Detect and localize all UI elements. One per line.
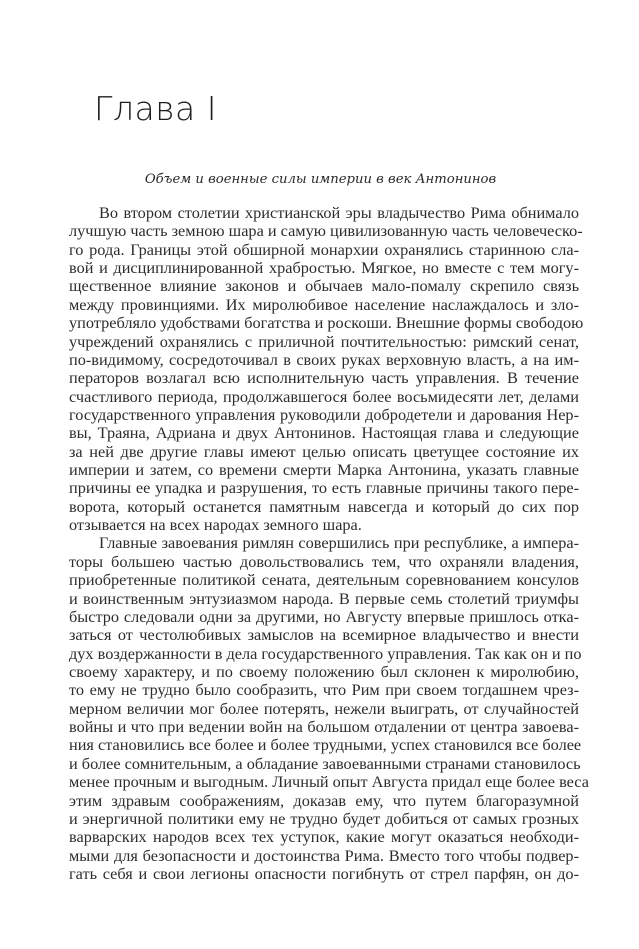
text-line: дух воздержанности в дела государственного управления. Так как он и по — [69, 643, 582, 663]
text-line: и энергичной политики ему не трудно будет добиться от самых грозных — [69, 808, 579, 828]
text-line: щественное влияние законов и обычаев мало-помалу скрепило связь — [69, 276, 579, 296]
text-line: го рода. Границы этой обширной монархии охранялись старинною сла- — [69, 239, 579, 259]
text-line: отзывается на всех народах земного шара. — [69, 515, 362, 535]
text-line: ворота, который останется памятным навсегда и который до сих пор — [69, 496, 579, 516]
paragraph-2 — [69, 533, 589, 883]
chapter-subtitle: Объем и военные силы империи в век Антонинов — [144, 172, 497, 187]
text-line: и воинственным энтузиазмом народа. В первые семь столетий триумфы — [69, 588, 579, 608]
text-line: торы большею частью довольствовались тем, что охраняли владения, — [69, 551, 579, 571]
text-line: варварских народов всех тех уступок, какие могут оказаться необходи- — [69, 827, 579, 847]
text-line: войны и что при ведении войн на большом отдалении от центра завоева- — [69, 717, 579, 737]
text-line: причины ее упадка и разрушения, то есть главные причины такого пере- — [69, 478, 579, 498]
text-line: быстро следовали одни за другими, но Августу впервые пришлось отка- — [69, 606, 579, 626]
text-line: ния становились все более и более трудными, успех становился все более — [69, 735, 582, 755]
text-line: мерном величии мог более потерять, нежели выиграть, от случайностей — [69, 698, 579, 718]
text-line: приобретенные политикой сената, деятельным соревнованием консулов — [69, 570, 579, 590]
text-line: лучшую часть земною шара и самую цивилизованную часть человеческо- — [69, 221, 583, 241]
text-line: заться от честолюбивых замыслов на всемирное владычество и внести — [69, 625, 579, 645]
text-line: за ней две другие главы имеют целью описать цветущее состояние их — [69, 441, 579, 461]
text-line: империи и затем, со времени смерти Марка Антонина, указать главные — [69, 460, 579, 480]
text-line: ператоров возлагал всю исполнительную часть управления. В течение — [69, 368, 579, 388]
text-line: вой и дисциплинированной храбростью. Мягкое, но вместе с тем могу- — [69, 258, 579, 278]
text-line: этим здравым соображениям, доказав ему, что путем благоразумной — [69, 790, 579, 810]
chapter-title: Глава I — [94, 89, 217, 128]
text-line: мыми для безопасности и достоинства Рима. Вместо того чтобы подвер- — [69, 845, 579, 865]
text-line: употребляло удобствами богатства и роскоши. Внешние формы свободою — [69, 313, 584, 333]
text-line: своему характеру, и по своему положению был склонен к миролюбию, — [69, 661, 579, 681]
paragraph-1 — [69, 203, 584, 535]
text-line: менее прочным и выгодным. Личный опыт Августа придал еще более веса — [69, 772, 589, 792]
text-line: гать себя и свои легионы опасности погибнуть от стрел парфян, он до- — [69, 863, 579, 883]
body-text — [69, 203, 589, 883]
text-line: между провинциями. Их миролюбивое население наслаждалось и зло- — [69, 294, 579, 314]
text-line: учреждений охранялись с приличной почтительностью: римский сенат, — [69, 331, 579, 351]
text-line: Во втором столетии христианской эры владычество Рима обнимало — [99, 203, 579, 222]
text-line: счастливого периода, продолжавшегося более восьмидесяти лет, делами — [69, 386, 579, 406]
text-line: вы, Траяна, Адриана и двух Антонинов. Настоящая глава и следующие — [69, 423, 579, 443]
text-line: и более сомнительным, а обладание завоеванными странами становилось — [69, 753, 581, 773]
text-line: государственного управления руководили добродетели и дарования Нер- — [69, 404, 579, 424]
text-line: то ему не трудно было сообразить, что Рим при своем тогдашнем чрез- — [69, 680, 579, 700]
text-line: Главные завоевания римлян совершились при республике, а импера- — [99, 533, 579, 553]
text-line: по-видимому, сосредоточивал в своих руках верховную власть, а на им- — [69, 349, 579, 369]
